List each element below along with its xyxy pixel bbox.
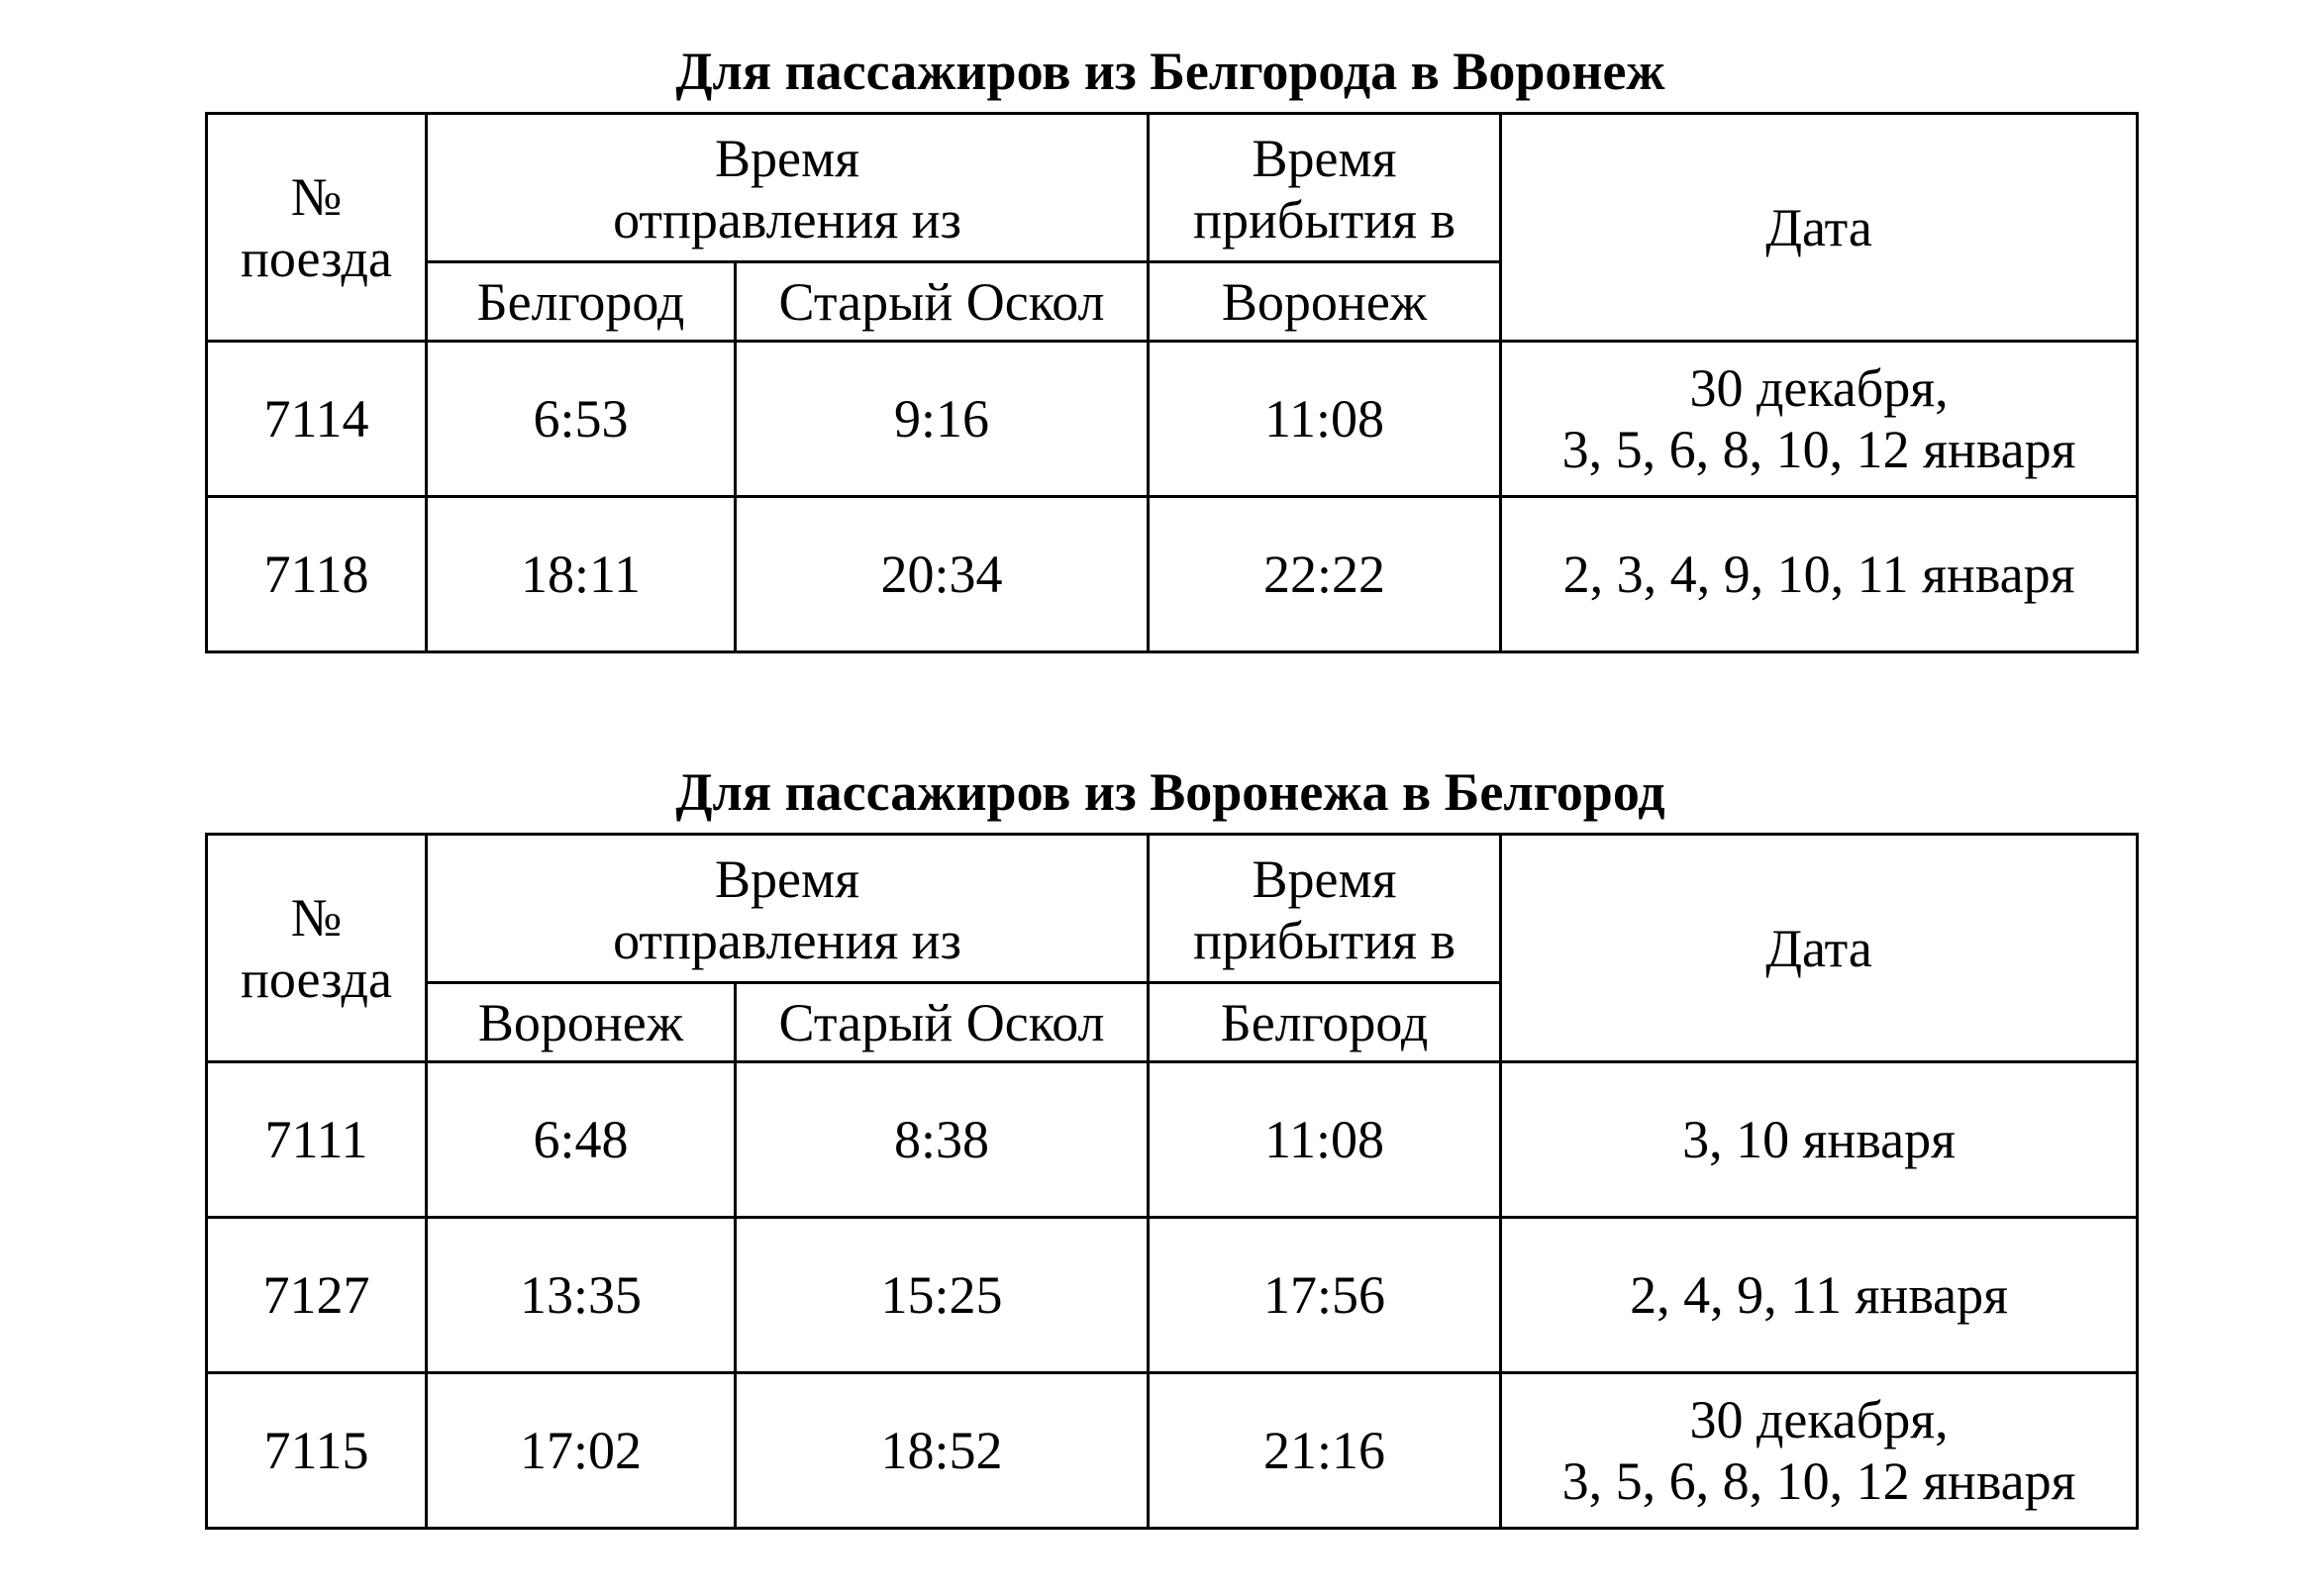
header-departure-line-1: Время [715, 129, 859, 188]
header-departure-line-2: отправления из [613, 190, 961, 249]
header-departure-group [427, 114, 1149, 262]
table-row [207, 1373, 2138, 1529]
cell-departure-1: 6:53 [427, 342, 736, 497]
cell-train-number: 7111 [207, 1062, 427, 1218]
cell-train-number: 7118 [207, 497, 427, 652]
cell-date-line-1: 2, 4, 9, 11 января [1630, 1265, 2008, 1325]
table-title-belgorod-voronezh: Для пассажиров из Белгорода в Воронеж [675, 42, 1665, 101]
cell-departure-2: 9:16 [736, 342, 1149, 497]
cell-arrival: 22:22 [1149, 497, 1501, 652]
cell-departure-1: 6:48 [427, 1062, 736, 1218]
table-row [207, 1062, 2138, 1218]
cell-departure-2: 15:25 [736, 1218, 1149, 1373]
header-train-number-line-2: поезда [241, 228, 392, 288]
header-train-number [207, 114, 427, 342]
header-train-number [207, 835, 427, 1062]
schedule-table-belgorod-voronezh [205, 112, 2139, 653]
cell-departure-1: 17:02 [427, 1373, 736, 1529]
header-station-arrival: Воронеж [1149, 262, 1501, 342]
cell-departure-1: 18:11 [427, 497, 736, 652]
cell-date [1501, 342, 2138, 497]
cell-departure-1: 13:35 [427, 1218, 736, 1373]
cell-date [1501, 1218, 2138, 1373]
cell-train-number: 7127 [207, 1218, 427, 1373]
cell-date-line-2: 3, 5, 6, 8, 10, 12 января [1561, 1451, 2076, 1511]
table-row [207, 342, 2138, 497]
cell-date-line-1: 30 декабря, [1689, 1390, 1949, 1449]
cell-date [1501, 1062, 2138, 1218]
cell-date-line-1: 30 декабря, [1689, 358, 1949, 418]
header-station-departure-1: Белгород [427, 262, 736, 342]
header-date: Дата [1501, 114, 2138, 342]
header-station-departure-2: Старый Оскол [736, 983, 1149, 1062]
cell-date-line-1: 3, 10 января [1682, 1110, 1956, 1169]
cell-arrival: 21:16 [1149, 1373, 1501, 1529]
header-train-number-line-1: № [290, 166, 343, 227]
header-date: Дата [1501, 835, 2138, 1062]
cell-arrival: 11:08 [1149, 1062, 1501, 1218]
header-train-number-line-2: поезда [241, 948, 392, 1009]
schedule-table-voronezh-belgorod [205, 833, 2139, 1530]
cell-date [1501, 497, 2138, 652]
header-departure-line-2: отправления из [613, 911, 961, 970]
cell-departure-2: 8:38 [736, 1062, 1149, 1218]
cell-arrival: 11:08 [1149, 342, 1501, 497]
header-departure-group [427, 835, 1149, 983]
header-station-departure-1: Воронеж [427, 983, 736, 1062]
header-arrival-line-1: Время [1252, 849, 1397, 909]
header-station-arrival: Белгород [1149, 983, 1501, 1062]
cell-date-line-1: 2, 3, 4, 9, 10, 11 января [1562, 545, 2075, 604]
header-arrival-line-2: прибытия в [1193, 190, 1456, 249]
cell-arrival: 17:56 [1149, 1218, 1501, 1373]
header-arrival-group [1149, 835, 1501, 983]
table-title-voronezh-belgorod: Для пассажиров из Воронежа в Белгород [675, 762, 1665, 822]
header-station-departure-2: Старый Оскол [736, 262, 1149, 342]
cell-date [1501, 1373, 2138, 1529]
cell-date-line-2: 3, 5, 6, 8, 10, 12 января [1561, 420, 2076, 479]
cell-train-number: 7114 [207, 342, 427, 497]
header-departure-line-1: Время [715, 849, 859, 909]
table-row [207, 497, 2138, 652]
header-arrival-group [1149, 114, 1501, 262]
cell-departure-2: 20:34 [736, 497, 1149, 652]
header-arrival-line-1: Время [1252, 129, 1397, 188]
cell-train-number: 7115 [207, 1373, 427, 1529]
header-train-number-line-1: № [290, 887, 343, 948]
header-arrival-line-2: прибытия в [1193, 911, 1456, 970]
cell-departure-2: 18:52 [736, 1373, 1149, 1529]
table-row [207, 1218, 2138, 1373]
